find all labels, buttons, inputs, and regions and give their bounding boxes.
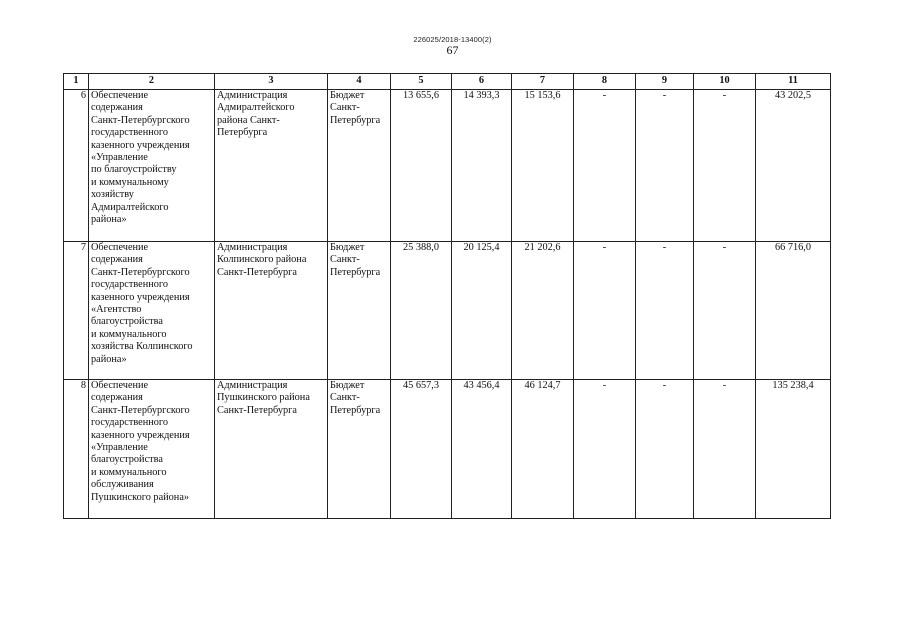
activity-name: Обеспечение содержания Санкт-Петербургского государственного казенного учреждения «Управление по благоустройству и коммунальному хозяйству Адмиралтейского района» [89,90,215,242]
column-header-8: 8 [574,74,636,90]
amount-year-6: - [694,380,756,519]
column-header-7: 7 [512,74,574,90]
table-row [64,90,831,242]
column-header-1: 1 [64,74,89,90]
amount-year-5: - [636,380,694,519]
amount-year-1: 13 655,6 [391,90,452,242]
row-number: 8 [64,380,89,519]
row-number: 6 [64,90,89,242]
amount-year-1: 25 388,0 [391,242,452,380]
column-header-9: 9 [636,74,694,90]
funding-source: Бюджет Санкт- Петербурга [328,242,391,380]
amount-total: 135 238,4 [756,380,831,519]
activity-name: Обеспечение содержания Санкт-Петербургского государственного казенного учреждения «Управление благоустройства и коммунального обслуживания Пушкинского района» [89,380,215,519]
table-row [64,242,831,380]
amount-year-3: 15 153,6 [512,90,574,242]
document-id: 226025/2018-13400(2) [413,35,492,44]
row-number: 7 [64,242,89,380]
amount-year-5: - [636,90,694,242]
amount-year-2: 43 456,4 [452,380,512,519]
amount-total: 43 202,5 [756,90,831,242]
amount-year-1: 45 657,3 [391,380,452,519]
funding-source: Бюджет Санкт- Петербурга [328,90,391,242]
page-number: 67 [446,43,459,57]
column-header-10: 10 [694,74,756,90]
amount-year-3: 21 202,6 [512,242,574,380]
amount-year-3: 46 124,7 [512,380,574,519]
column-header-11: 11 [756,74,831,90]
column-header-2: 2 [89,74,215,90]
column-header-3: 3 [215,74,328,90]
amount-year-2: 20 125,4 [452,242,512,380]
amount-year-5: - [636,242,694,380]
amount-year-6: - [694,90,756,242]
amount-year-4: - [574,90,636,242]
column-header-5: 5 [391,74,452,90]
executor: Администрация Колпинского района Санкт-Петербурга [215,242,328,380]
amount-year-6: - [694,242,756,380]
activity-name: Обеспечение содержания Санкт-Петербургского государственного казенного учреждения «Агентство благоустройства и коммунального хозяйства Колпинского района» [89,242,215,380]
executor: Администрация Пушкинского района Санкт-Петербурга [215,380,328,519]
amount-year-4: - [574,380,636,519]
header-row [64,74,831,90]
amount-total: 66 716,0 [756,242,831,380]
amount-year-2: 14 393,3 [452,90,512,242]
program-table [63,73,831,519]
funding-source: Бюджет Санкт- Петербурга [328,380,391,519]
amount-year-4: - [574,242,636,380]
table-row [64,380,831,519]
column-header-6: 6 [452,74,512,90]
column-header-4: 4 [328,74,391,90]
executor: Администрация Адмиралтейского района Санкт- Петербурга [215,90,328,242]
